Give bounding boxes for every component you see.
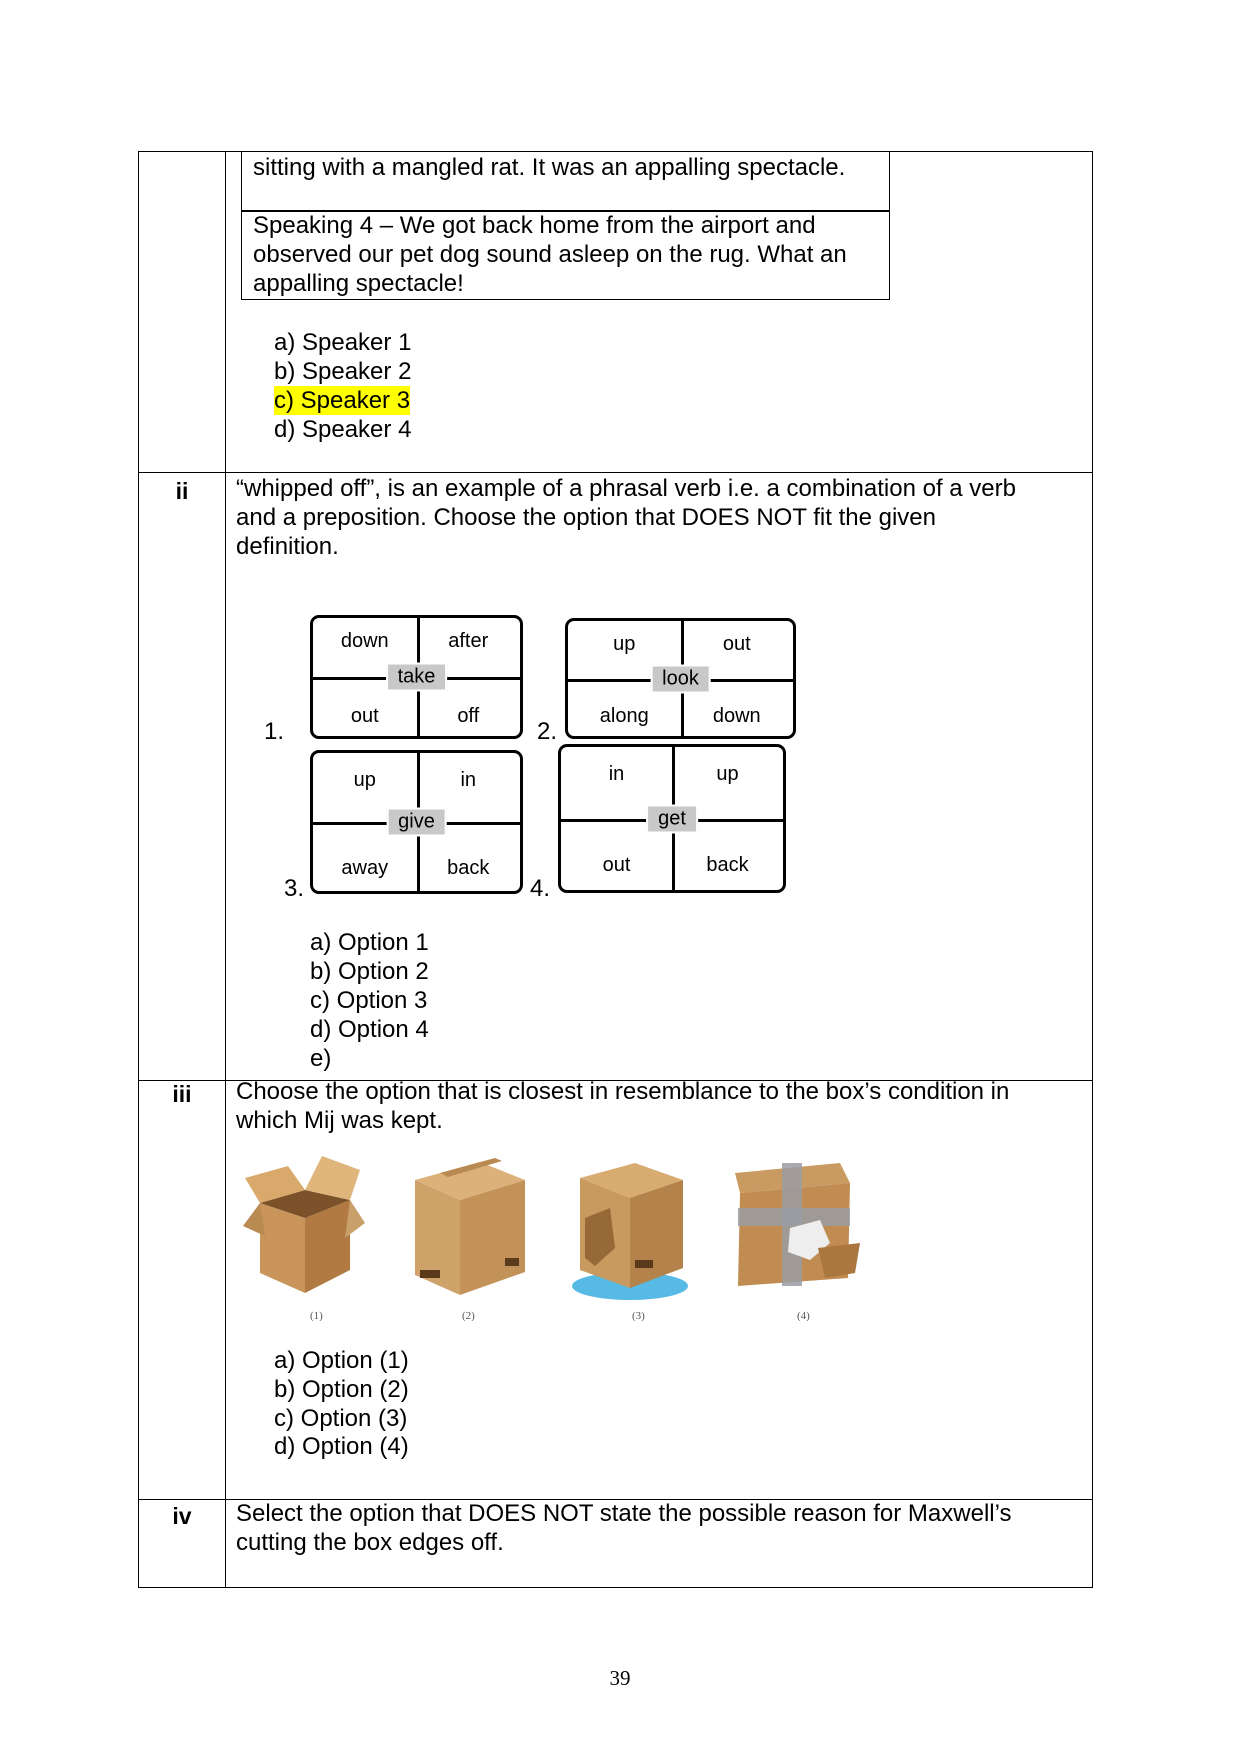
option-d: d) Option (4) — [274, 1433, 409, 1460]
question-numeral: iv — [172, 1503, 192, 1529]
grid-number: 1. — [264, 718, 285, 745]
grid-cell: out — [350, 705, 379, 727]
grid-verb: look — [650, 664, 711, 693]
grid-cell: up — [716, 763, 739, 785]
option-c: c) Option 3 — [310, 987, 428, 1014]
grid-cell: down — [712, 705, 761, 727]
grid-verb: get — [646, 804, 698, 833]
question-text: which Mij was kept. — [236, 1107, 443, 1134]
question-text: definition. — [236, 533, 339, 560]
grid-verb: take — [386, 663, 448, 692]
grid-cell: down — [340, 630, 389, 652]
grid-cell: after — [448, 630, 489, 652]
question-text: Choose the option that is closest in resemblance to the box’s condition in — [236, 1078, 1010, 1105]
option-a: a) Option (1) — [274, 1347, 409, 1374]
row-divider — [138, 472, 1093, 473]
question-text: and a preposition. Choose the option that DOES NOT fit the given — [236, 504, 936, 531]
grid-cell: away — [341, 857, 389, 879]
grid-cell: back — [447, 857, 490, 879]
grid-cell: back — [706, 854, 749, 876]
question-text: “whipped off”, is an example of a phrasal verb i.e. a combination of a verb — [236, 475, 1016, 502]
grid-cell: in — [608, 763, 625, 785]
option-b: b) Option (2) — [274, 1376, 409, 1403]
question-numeral: ii — [175, 478, 189, 504]
grid-cell: out — [602, 854, 631, 876]
damaged-box-image — [730, 1148, 870, 1298]
option-c: c) Option (3) — [274, 1405, 408, 1432]
grid-verb: give — [386, 808, 447, 837]
option-b: b) Speaker 2 — [274, 358, 412, 385]
grid-cell: out — [722, 633, 751, 655]
open-box-image — [240, 1148, 370, 1298]
speaker-4-line: Speaking 4 – We got back home from the airport and — [253, 212, 816, 239]
grid-number: 4. — [530, 875, 551, 902]
closed-box-image — [410, 1150, 530, 1300]
phrasal-grid-1 — [310, 615, 523, 739]
speaker-4-line: observed our pet dog sound asleep on the rug. What an — [253, 241, 847, 268]
speaker-4-line: appalling spectacle! — [253, 270, 464, 297]
image-caption: (4) — [797, 1310, 810, 1322]
grid-cell: in — [460, 769, 477, 791]
option-a: a) Option 1 — [310, 929, 429, 956]
grid-cell: along — [599, 705, 649, 727]
image-caption: (2) — [462, 1310, 475, 1322]
grid-number: 3. — [284, 875, 305, 902]
table-column-divider — [225, 151, 226, 1588]
question-text: cutting the box edges off. — [236, 1529, 504, 1556]
grid-cell: up — [353, 769, 376, 791]
option-e: e) — [310, 1045, 332, 1072]
image-caption: (1) — [310, 1310, 323, 1322]
question-text: Select the option that DOES NOT state the possible reason for Maxwell’s — [236, 1500, 1012, 1527]
speaker-3-text: sitting with a mangled rat. It was an appalling spectacle. — [253, 154, 846, 181]
phrasal-grid-2 — [565, 618, 796, 739]
grid-cell: up — [613, 633, 636, 655]
option-d: d) Option 4 — [310, 1016, 429, 1043]
option-b: b) Option 2 — [310, 958, 429, 985]
option-a: a) Speaker 1 — [274, 329, 412, 356]
question-numeral: iii — [172, 1081, 192, 1107]
grid-number: 2. — [537, 718, 558, 745]
option-d: d) Speaker 4 — [274, 416, 412, 443]
page-number: 39 — [609, 1666, 631, 1690]
phrasal-grid-3 — [310, 750, 523, 894]
grid-cell: off — [457, 705, 480, 727]
phrasal-grid-4 — [558, 744, 786, 893]
image-caption: (3) — [632, 1310, 645, 1322]
wet-box-image — [565, 1148, 695, 1308]
option-c-highlighted: c) Speaker 3 — [274, 387, 411, 414]
